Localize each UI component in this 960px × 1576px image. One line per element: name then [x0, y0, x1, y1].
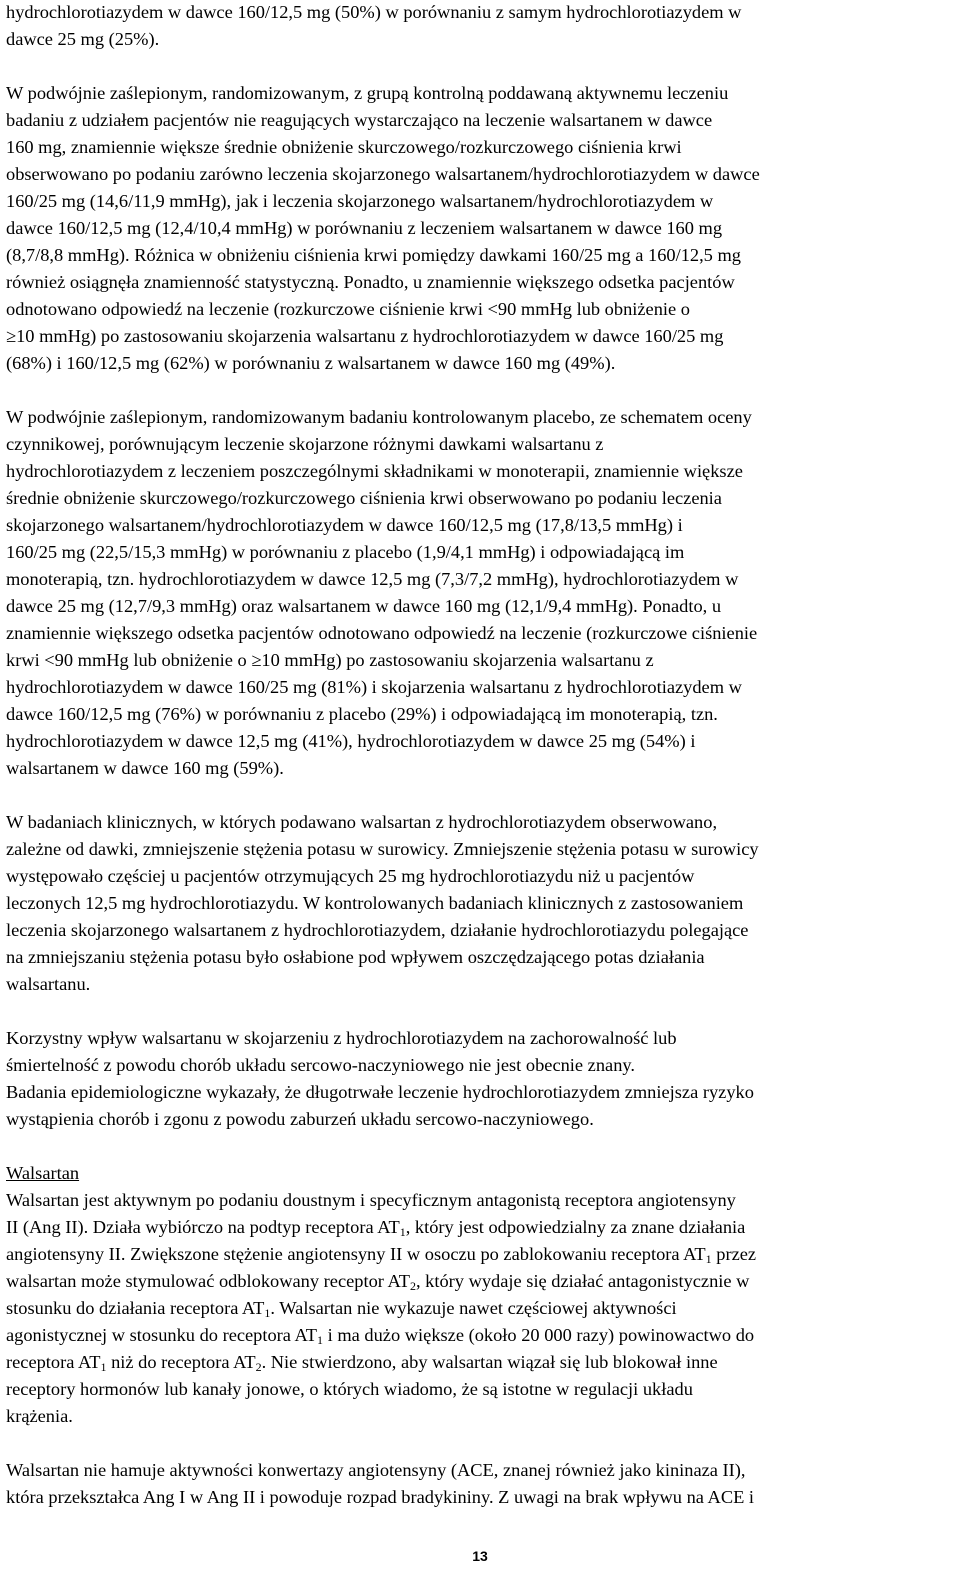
text-line: angiotensyny II. Zwiększone stężenie angiotensyny II w osoczu po zablokowaniu receptora $AT_1$ przez	[6, 1244, 757, 1266]
text-line: receptora $AT_1$ niż do receptora $AT_2$. Nie stwierdzono, aby walsartan wiązał się lub blokował inne	[6, 1352, 718, 1374]
text-line: śmiertelność z powodu chorób układu sercowo-naczyniowego nie jest obecnie znany.	[6, 1055, 635, 1075]
text-line: hydrochlorotiazydem z leczeniem poszczególnymi składnikami w monoterapii, znamiennie większe	[6, 461, 743, 481]
text-line: która przekształca Ang I w Ang II i powoduje rozpad bradykininy. Z uwagi na brak wpływu na ACE i	[6, 1487, 755, 1507]
text-line: monoterapią, tzn. hydrochlorotiazydem w dawce 12,5 mg (7,3/7,2 mmHg), hydrochlorotiazydem w	[6, 569, 739, 589]
text-line: leczenia skojarzonego walsartanem z hydrochlorotiazydem, działanie hydrochlorotiazydu polegające	[6, 920, 749, 940]
text-line: stosunku do działania receptora $AT_1$. Walsartan nie wykazuje nawet częściowej aktywności	[6, 1298, 677, 1320]
text-line: receptory hormonów lub kanały jonowe, o których wiadomo, że są istotne w regulacji układu	[6, 1379, 693, 1399]
paragraph	[6, 80, 954, 377]
text-line: walsartanu.	[6, 974, 91, 994]
text-line: obserwowano po podaniu zarówno leczenia skojarzonego walsartanem/hydrochlorotiazydem w dawce	[6, 164, 760, 184]
text-line: leczonych 12,5 mg hydrochlorotiazydu. W kontrolowanych badaniach klinicznych z zastosowaniem	[6, 893, 744, 913]
walsartan-paragraph	[6, 1160, 954, 1430]
text-line: Walsartan nie hamuje aktywności konwertazy angiotensyny (ACE, znanej również jako kininaza II),	[6, 1460, 746, 1480]
text-line: odnotowano odpowiedź na leczenie (rozkurczowe ciśnienie krwi <90 mmHg lub obniżenie o	[6, 299, 690, 319]
text-line: walsartan może stymulować odblokowany receptor $AT_2$, który wydaje się działać antagonistycznie w	[6, 1271, 750, 1293]
text-line: Korzystny wpływ walsartanu w skojarzeniu z hydrochlorotiazydem na zachorowalność lub	[6, 1028, 677, 1048]
text-line: krążenia.	[6, 1406, 73, 1426]
paragraph	[6, 809, 954, 998]
text-line: krwi <90 mmHg lub obniżenie o ≥10 mmHg) po zastosowaniu skojarzenia walsartanu z	[6, 650, 654, 670]
text-line: występowało częściej u pacjentów otrzymujących 25 mg hydrochlorotiazydu niż u pacjentów	[6, 866, 695, 886]
text-line: hydrochlorotiazydem w dawce 12,5 mg (41%), hydrochlorotiazydem w dawce 25 mg (54%) i	[6, 731, 696, 751]
text-line: badaniu z udziałem pacjentów nie reagujących wystarczająco na leczenie walsartanem w dawce	[6, 110, 713, 130]
text-line: 160 mg, znamiennie większe średnie obniżenie skurczowego/rozkurczowego ciśnienia krwi	[6, 137, 682, 157]
text-line: zależne od dawki, zmniejszenie stężenia potasu w surowicy. Zmniejszenie stężenia potasu w surowicy	[6, 839, 759, 859]
text-line: czynnikowej, porównującym leczenie skojarzone różnymi dawkami walsartanu z	[6, 434, 604, 454]
text-line: walsartanem w dawce 160 mg (59%).	[6, 758, 284, 778]
text-line: (68%) i 160/12,5 mg (62%) w porównaniu z walsartanem w dawce 160 mg (49%).	[6, 353, 616, 373]
text-line: na zmniejszaniu stężenia potasu było osłabione pod wpływem oszczędzającego potas działania	[6, 947, 705, 967]
text-line: (8,7/8,8 mmHg). Różnica w obniżeniu ciśnienia krwi pomiędzy dawkami 160/25 mg a 160/12,5 mg	[6, 245, 741, 265]
text-line: W podwójnie zaślepionym, randomizowanym, z grupą kontrolną poddawaną aktywnemu leczeniu	[6, 83, 729, 103]
text-line: W podwójnie zaślepionym, randomizowanym badaniu kontrolowanym placebo, ze schematem oceny	[6, 407, 752, 427]
text-line: 160/25 mg (14,6/11,9 mmHg), jak i leczenia skojarzonego walsartanem/hydrochlorotiazydem w	[6, 191, 714, 211]
text-line: dawce 160/12,5 mg (76%) w porównaniu z placebo (29%) i odpowiadającą im monoterapią, tzn.	[6, 704, 718, 724]
section-heading: Walsartan	[6, 1163, 80, 1183]
text-line: Badania epidemiologiczne wykazały, że długotrwałe leczenie hydrochlorotiazydem zmniejsza ryzyko	[6, 1082, 754, 1102]
text-line: średnie obniżenie skurczowego/rozkurczowego ciśnienia krwi obserwowano po podaniu leczenia	[6, 488, 722, 508]
text-line: W badaniach klinicznych, w których podawano walsartan z hydrochlorotiazydem obserwowano,	[6, 812, 718, 832]
text-line: hydrochlorotiazydem w dawce 160/25 mg (81%) i skojarzenia walsartanu z hydrochlorotiazydem w	[6, 677, 742, 697]
text-line: również osiągnęła znamienność statystyczną. Ponadto, u znamiennie większego odsetka pacjentów	[6, 272, 735, 292]
document-page	[6, 0, 954, 1511]
text-line: Walsartan jest aktywnym po podaniu doustnym i specyficznym antagonistą receptora angiotensyny	[6, 1190, 736, 1210]
text-line: 160/25 mg (22,5/15,3 mmHg) w porównaniu z placebo (1,9/4,1 mmHg) i odpowiadającą im	[6, 542, 685, 562]
text-line: agonistycznej w stosunku do receptora $AT_1$ i ma dużo większe (około 20 000 razy) powinowactwo do	[6, 1325, 755, 1347]
text-line: wystąpienia chorób i zgonu z powodu zaburzeń układu sercowo-naczyniowego.	[6, 1109, 594, 1129]
paragraph	[6, 404, 954, 782]
text-line: II (Ang II). Działa wybiórczo na podtyp receptora $AT_1$, który jest odpowiedzialny za znane działania	[6, 1217, 746, 1239]
paragraph	[6, 1457, 954, 1511]
text-line: dawce 160/12,5 mg (12,4/10,4 mmHg) w porównaniu z leczeniem walsartanem w dawce 160 mg	[6, 218, 723, 238]
paragraph	[6, 0, 954, 53]
page-number: 13	[472, 1548, 488, 1564]
paragraph	[6, 1025, 954, 1133]
text-line: hydrochlorotiazydem w dawce 160/12,5 mg (50%) w porównaniu z samym hydrochlorotiazydem w	[6, 2, 742, 22]
text-line: skojarzonego walsartanem/hydrochlorotiazydem w dawce 160/12,5 mg (17,8/13,5 mmHg) i	[6, 515, 683, 535]
text-line: dawce 25 mg (25%).	[6, 29, 160, 49]
text-line: dawce 25 mg (12,7/9,3 mmHg) oraz walsartanem w dawce 160 mg (12,1/9,4 mmHg). Ponadto, u	[6, 596, 722, 616]
text-line: ≥10 mmHg) po zastosowaniu skojarzenia walsartanu z hydrochlorotiazydem w dawce 160/25 mg	[6, 326, 724, 346]
text-line: znamiennie większego odsetka pacjentów odnotowano odpowiedź na leczenie (rozkurczowe ciśnienie	[6, 623, 758, 643]
